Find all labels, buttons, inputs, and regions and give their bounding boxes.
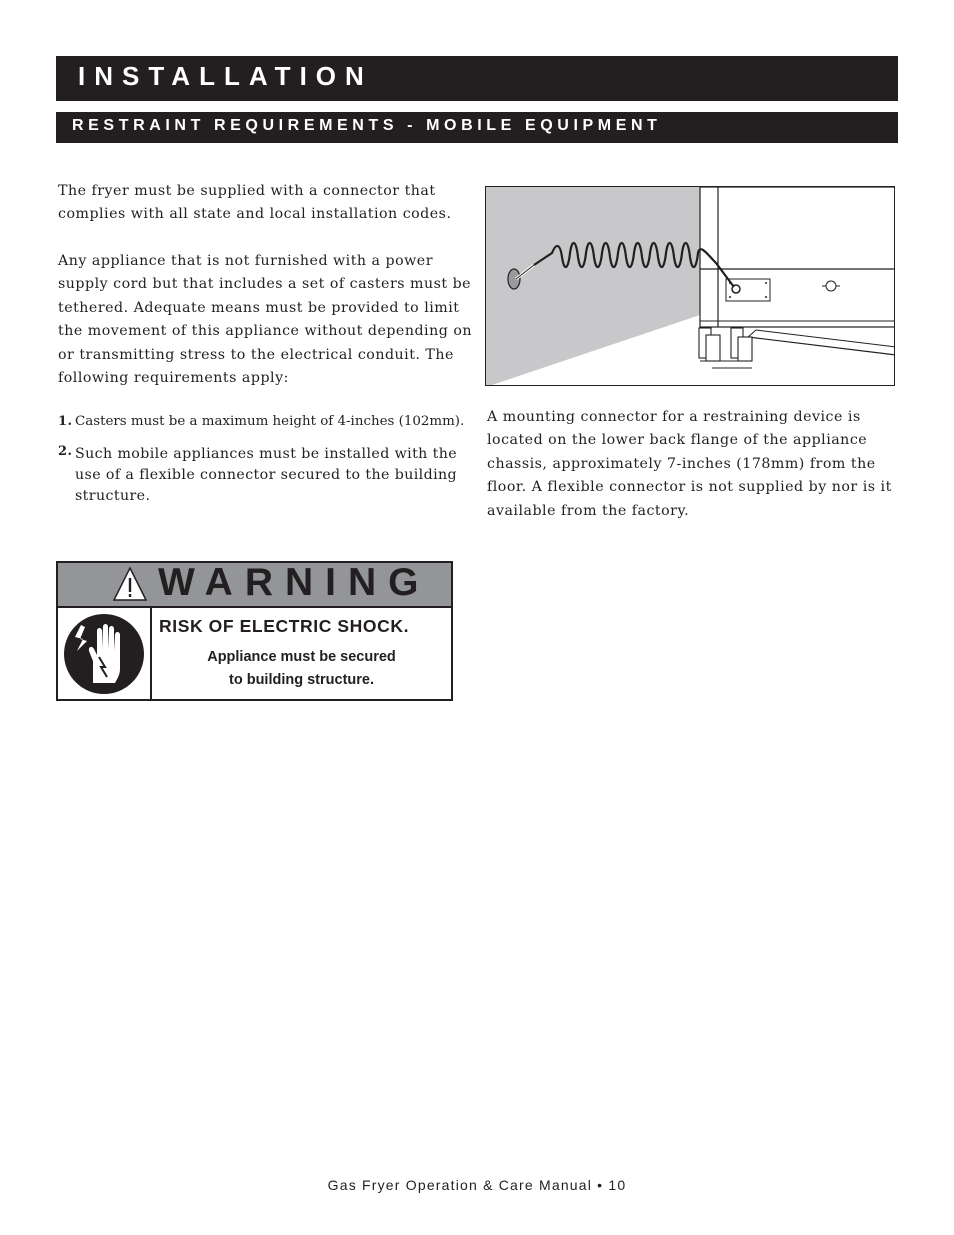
caster-wheels [699,328,752,368]
warning-title: WARNING [158,561,431,604]
list-item-number: 2. [58,444,73,459]
section-title: INSTALLATION [78,61,373,91]
figure-caption: A mounting connector for a restraining device is located on the lower back flange of the appliance chassis, approximately 7-inches (178mm) from the floor. A flexible connector is not supplied by nor is it available from the factory. [487,409,892,519]
appliance-body [700,187,895,327]
section-header-banner [56,56,898,101]
illustration-drawing [486,187,895,386]
warning-box [56,561,453,701]
connector-knob [826,281,836,291]
intro-paragraph: The fryer must be supplied with a connector that complies with all state and local installation codes. [58,183,452,223]
warning-risk-text: RISK OF ELECTRIC SHOCK. [159,616,410,636]
electric-shock-hand-icon [63,613,145,695]
list-item [58,444,458,507]
list-item-text: Such mobile appliances must be installed with the use of a flexible connector secured to the building structure. [75,446,458,504]
warning-instruction-line1: Appliance must be secured [207,649,396,665]
warning-instruction-line2: to building structure. [229,672,374,688]
restraint-connector-illustration [485,186,895,386]
warning-triangle-icon [112,566,148,602]
subsection-header-banner [56,112,898,143]
page-footer: Gas Fryer Operation & Care Manual • 10 [327,1177,627,1193]
tether-paragraph: Any appliance that is not furnished with a power supply cord but that includes a set of casters must be tethered. Adequate means must be provided to limit the movement of this appliance without depending on or transmitting stress to the electrical conduit. The following requirements apply: [58,253,472,387]
list-item-text: Casters must be a maximum height of 4-inches (102mm). [75,414,465,429]
subsection-title: RESTRAINT REQUIREMENTS - MOBILE EQUIPMENT [72,117,662,134]
warning-header [58,563,451,608]
warning-icon-cell [58,608,152,699]
list-item-number: 1. [58,414,73,429]
